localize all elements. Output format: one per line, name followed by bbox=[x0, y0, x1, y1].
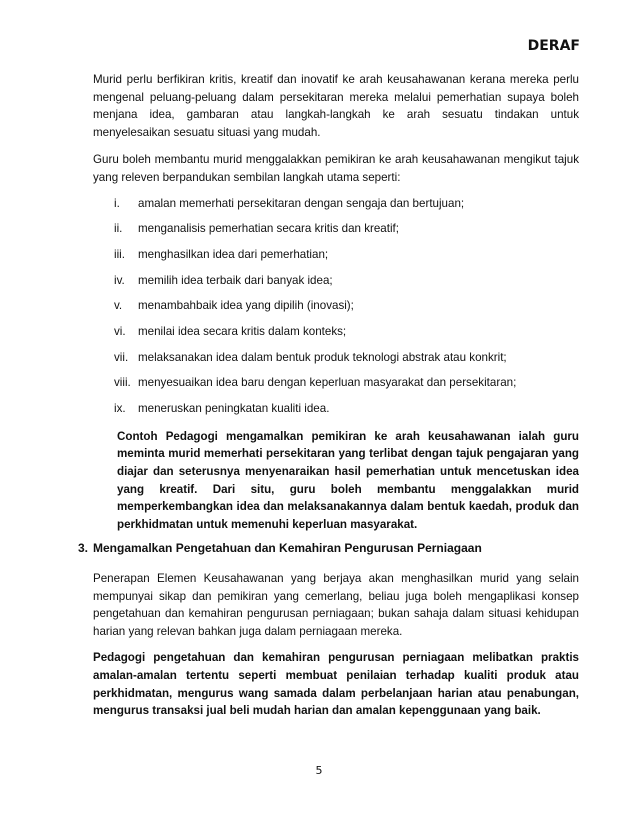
list-item bbox=[93, 400, 579, 426]
list-item-text: menyesuaikan idea baru dengan keperluan masyarakat dan persekitaran; bbox=[138, 376, 517, 390]
list-item bbox=[93, 323, 579, 349]
steps-list bbox=[93, 195, 579, 426]
list-item-number: ii. bbox=[114, 222, 123, 236]
section-3-heading bbox=[78, 541, 482, 555]
list-item-text: melaksanakan idea dalam bentuk produk teknologi abstrak atau konkrit; bbox=[138, 350, 507, 364]
list-item-number: viii. bbox=[114, 376, 131, 390]
list-item-number: vi. bbox=[114, 325, 126, 338]
list-item-text: menghasilkan idea dari pemerhatian; bbox=[138, 247, 329, 261]
pedagogy-example: Contoh Pedagogi mengamalkan pemikiran ke arah keusahawanan ialah guru meminta murid memerhati persekitaran yang terlibat dengan tajuk pengajaran yang diajar dan seterusnya menyenaraikan hasil pemerhatian untuk mencetuskan idea yang kreatif. Dari situ, guru boleh membantu menggalakkan murid memperkembangkan idea dan melaksanakannya dalam bentuk kaedah, produk dan perkhidmatan untuk memenuhi keperluan masyarakat. bbox=[117, 429, 579, 531]
list-item-number: i. bbox=[114, 196, 120, 210]
section-3-body bbox=[93, 570, 579, 720]
list-item bbox=[93, 272, 579, 298]
list-item bbox=[93, 349, 579, 375]
list-item-number: vii. bbox=[114, 350, 129, 364]
list-item bbox=[93, 195, 579, 221]
section-3-number: 3. bbox=[78, 541, 89, 555]
body-content bbox=[93, 71, 579, 533]
list-item-text: memilih idea terbaik dari banyak idea; bbox=[138, 273, 333, 287]
section-3-title: Mengamalkan Pengetahuan dan Kemahiran Pengurusan Perniagaan bbox=[93, 541, 482, 555]
list-item-number: iii. bbox=[114, 247, 125, 261]
list-item-text: amalan memerhati persekitaran dengan sengaja dan bertujuan; bbox=[138, 196, 465, 210]
page-number: 5 bbox=[315, 764, 323, 777]
list-item bbox=[93, 246, 579, 272]
section-3-paragraph-1: Penerapan Elemen Keusahawanan yang berjaya akan menghasilkan murid yang selain mempunyai sikap dan pemikiran yang cemerlang, beliau juga boleh mengaplikasi konsep pengetahuan dan kemahiran pengurusan perniagaan; bukan sahaja dalam situasi kehidupan harian yang relevan bahkan juga dalam perniagaan mereka. bbox=[93, 572, 579, 638]
section-3-paragraph-2: Pedagogi pengetahuan dan kemahiran pengurusan perniagaan melibatkan praktis amalan-amalan tertentu seperti membuat penilaian terhadap kualiti produk atau perkhidmatan, mengurus wang samada dalam perbelanjaan harian atau penabungan, mengurus transaksi jual beli mudah harian dan amalan kepenggunaan yang baik. bbox=[93, 651, 579, 718]
list-item-text: menganalisis pemerhatian secara kritis dan kreatif; bbox=[138, 222, 399, 236]
list-item bbox=[93, 297, 579, 323]
draft-label: DERAF bbox=[527, 38, 580, 54]
list-item-number: iv. bbox=[114, 273, 125, 287]
list-item-text: menambahbaik idea yang dipilih (inovasi); bbox=[138, 299, 354, 313]
intro-paragraph-2: Guru boleh membantu murid menggalakkan pemikiran ke arah keusahawanan mengikut tajuk yang releven berpandukan sembilan langkah utama seperti: bbox=[93, 153, 579, 184]
list-item bbox=[93, 374, 579, 400]
list-item-number: v. bbox=[114, 299, 123, 313]
list-item-text: menilai idea secara kritis dalam konteks; bbox=[138, 325, 347, 338]
intro-paragraph-1: Murid perlu berfikiran kritis, kreatif dan inovatif ke arah keusahawanan kerana mereka perlu mengenal peluang-peluang dalam persekitaran mereka melalui pemerhatian supaya boleh menjana idea, gambaran atau langkah-langkah ke arah sesuatu tindakan untuk menyelesaikan sesuatu situasi yang mudah. bbox=[93, 73, 579, 139]
list-item-number: ix. bbox=[114, 402, 126, 416]
list-item-text: meneruskan peningkatan kualiti idea. bbox=[138, 402, 330, 416]
list-item bbox=[93, 220, 579, 246]
